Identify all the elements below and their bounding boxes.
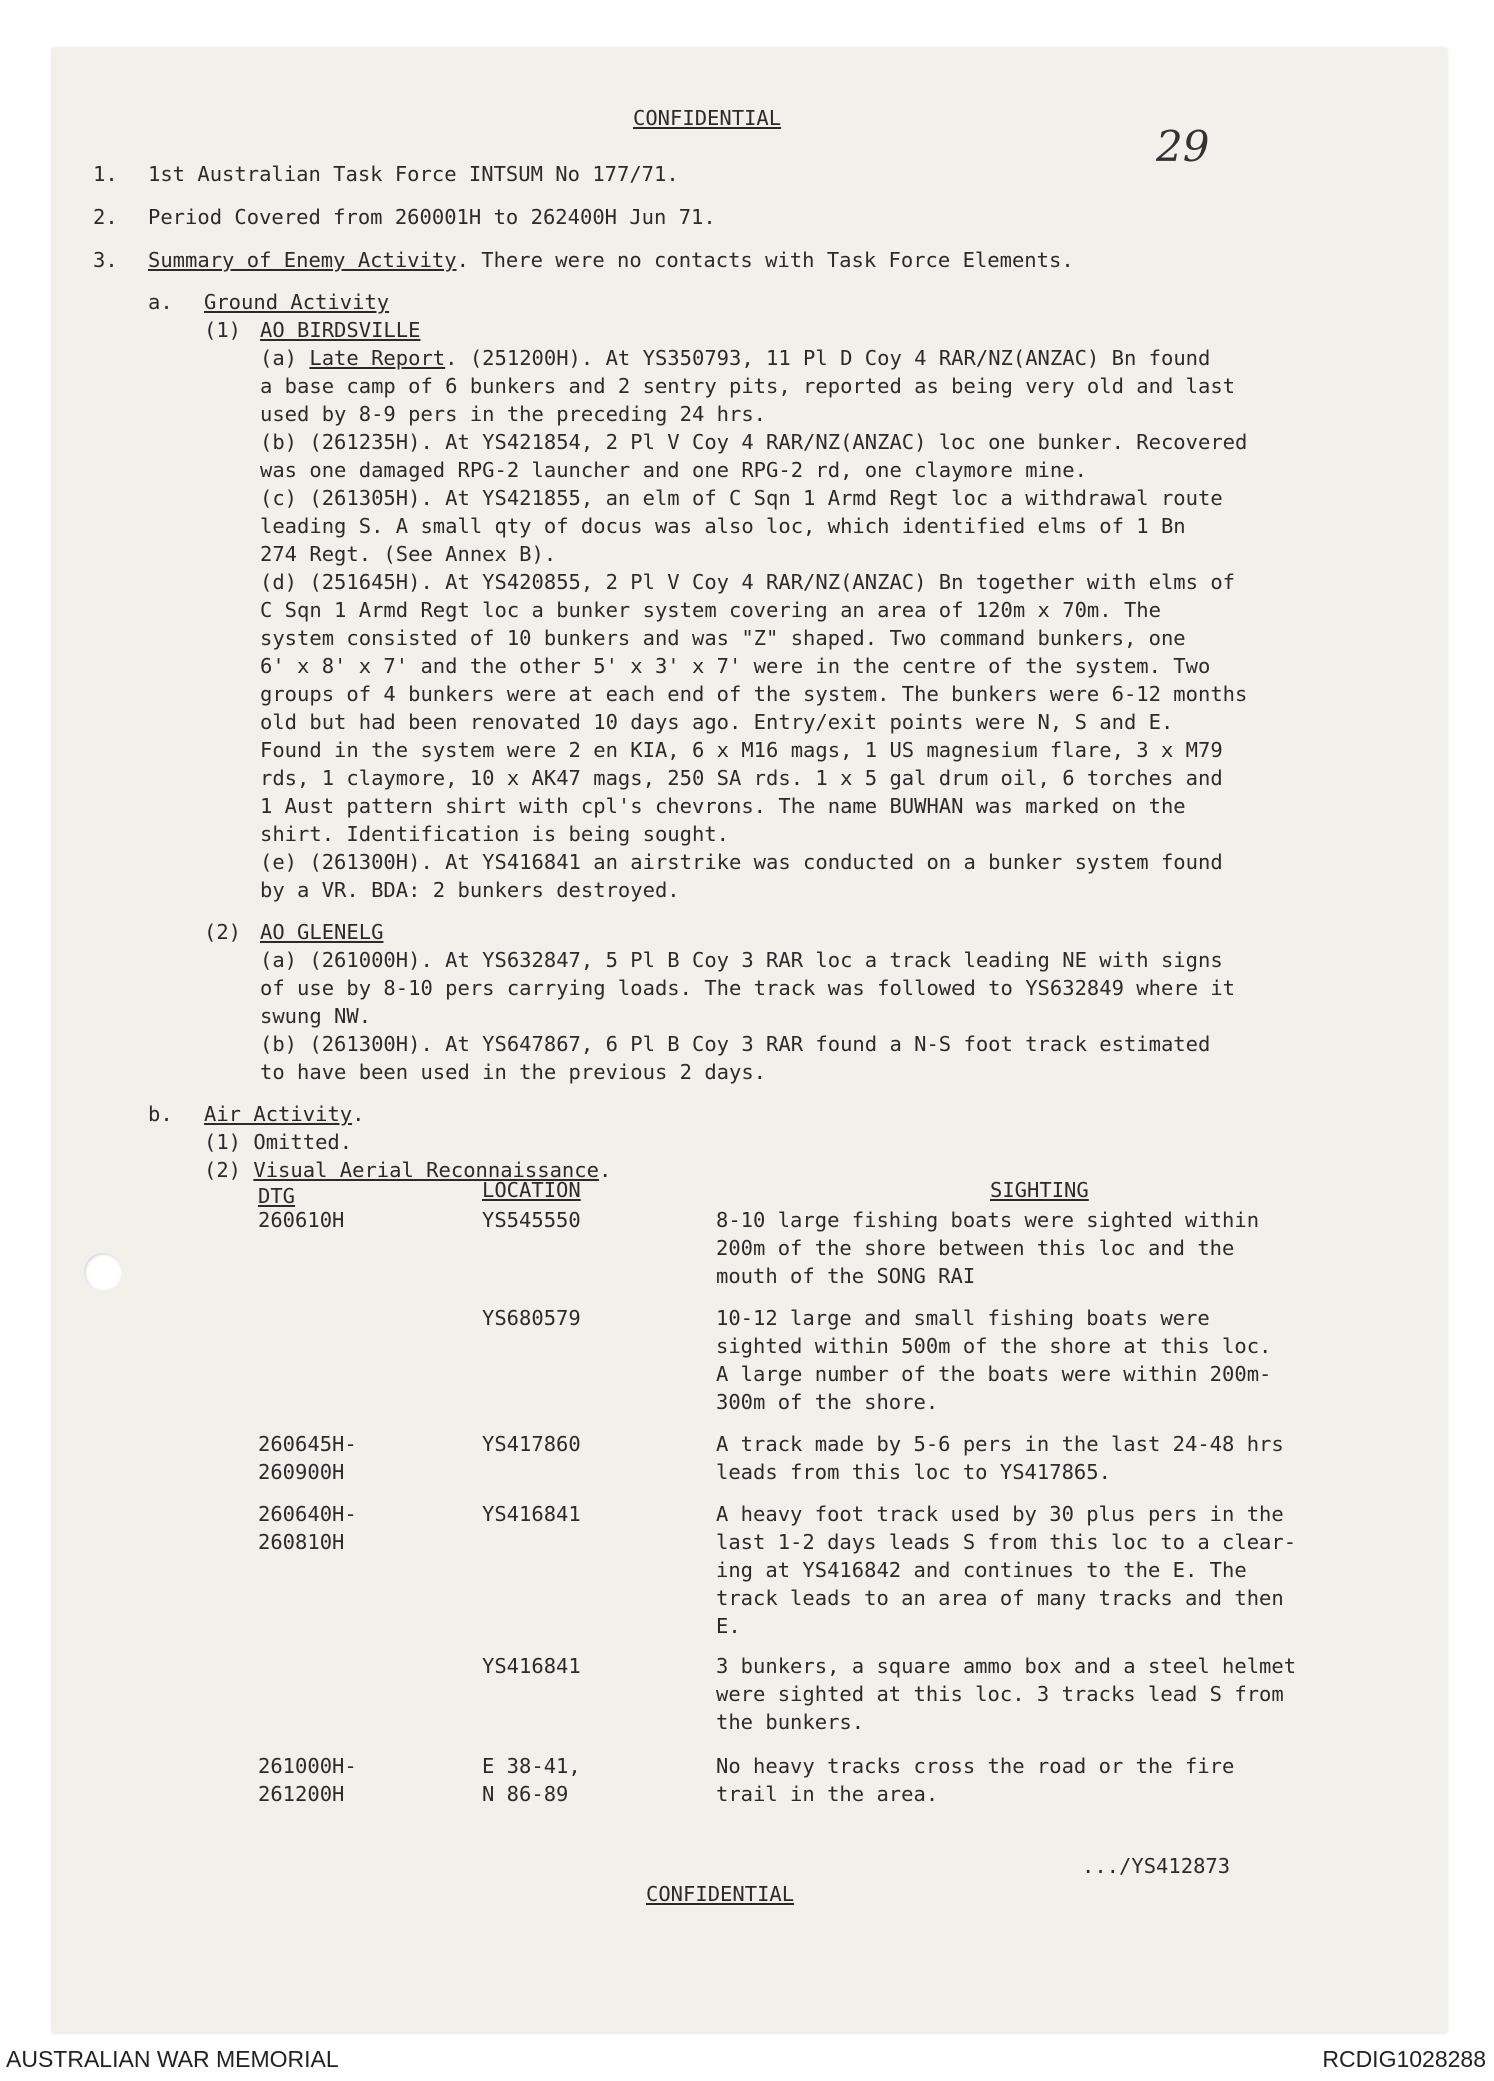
vr-sighting: mouth of the SONG RAI — [716, 1264, 976, 1288]
vr-location: YS417860 — [482, 1432, 581, 1456]
ground-line: C Sqn 1 Armd Regt loc a bunker system covering an area of 120m x 70m. The — [260, 598, 1161, 622]
punch-hole — [84, 1253, 122, 1291]
vr-sighting: A large number of the boats were within 200m- — [716, 1362, 1272, 1386]
para-2-text: Period Covered from 260001H to 262400H Jun 71. — [148, 205, 716, 229]
vr-sighting: leads from this loc to YS417865. — [716, 1460, 1111, 1484]
ground-line: old but had been renovated 10 days ago. Entry/exit points were N, S and E. — [260, 710, 1174, 734]
continuation-marker: .../YS412873 — [1082, 1854, 1231, 1878]
vr-sighting: the bunkers. — [716, 1710, 865, 1734]
vr-location: E 38-41, — [482, 1754, 581, 1778]
ground-heading: Ground Activity — [204, 290, 390, 314]
ground-line: Found in the system were 2 en KIA, 6 x M16 mags, 1 US magnesium flare, 3 x M79 — [260, 738, 1223, 762]
vr-sighting: A track made by 5-6 pers in the last 24-48 hrs — [716, 1432, 1284, 1456]
air-item-2-suffix: . — [598, 1158, 612, 1182]
vr-sighting: trail in the area. — [716, 1782, 939, 1806]
archive-footer-right: RCDIG1028288 — [1322, 2046, 1486, 2072]
vr-sighting: ing at YS416842 and continues to the E. The — [716, 1558, 1247, 1582]
ground-line: system consisted of 10 bunkers and was "Z" shaped. Two command bunkers, one — [260, 626, 1186, 650]
vr-dtg: 260610H — [258, 1208, 345, 1232]
air-item-1: (1) Omitted. — [204, 1130, 353, 1154]
vr-sighting: 200m of the shore between this loc and the — [716, 1236, 1235, 1260]
ground-line: was one damaged RPG-2 launcher and one RPG-2 rd, one claymore mine. — [260, 458, 1087, 482]
para-3-number: 3. — [93, 248, 118, 272]
ground-line: (c) (261305H). At YS421855, an elm of C Sqn 1 Armd Regt loc a withdrawal route — [260, 486, 1223, 510]
ao1-number: (1) — [204, 318, 242, 342]
vr-sighting: 300m of the shore. — [716, 1390, 939, 1414]
ao2-line: to have been used in the previous 2 days. — [260, 1060, 767, 1084]
air-heading-line — [204, 1100, 364, 1128]
vr-location: YS416841 — [482, 1502, 581, 1526]
para-1-number: 1. — [93, 162, 118, 186]
para-3-heading: Summary of Enemy Activity — [148, 248, 457, 272]
folio-number: 29 — [1156, 122, 1210, 171]
vr-dtg: 260645H- — [258, 1432, 357, 1456]
ao2-name: AO GLENELG — [260, 920, 384, 944]
late-report-heading: Late Report — [309, 346, 446, 370]
vr-location: N 86-89 — [482, 1782, 569, 1806]
late-report-prefix: (a) — [260, 346, 298, 370]
ground-line: 274 Regt. (See Annex B). — [260, 542, 557, 566]
vr-sighting: track leads to an area of many tracks and then — [716, 1586, 1284, 1610]
col-header-dtg: DTG — [258, 1184, 296, 1208]
late-report-line — [260, 344, 1210, 372]
vr-sighting: were sighted at this loc. 3 tracks lead S from — [716, 1682, 1284, 1706]
classification-footer: CONFIDENTIAL — [646, 1882, 795, 1906]
ground-label: a. — [148, 290, 173, 314]
ground-line: a base camp of 6 bunkers and 2 sentry pits, reported as being very old and last — [260, 374, 1236, 398]
col-header-location: LOCATION — [482, 1178, 581, 1202]
ground-line: used by 8-9 pers in the preceding 24 hrs. — [260, 402, 767, 426]
air-label: b. — [148, 1102, 173, 1126]
ground-line: by a VR. BDA: 2 bunkers destroyed. — [260, 878, 680, 902]
vr-sighting: 8-10 large fishing boats were sighted within — [716, 1208, 1260, 1232]
archive-footer-left: AUSTRALIAN WAR MEMORIAL — [6, 2046, 339, 2072]
vr-dtg: 261200H — [258, 1782, 345, 1806]
ground-line: 1 Aust pattern shirt with cpl's chevrons. The name BUWHAN was marked on the — [260, 794, 1186, 818]
vr-dtg: 260900H — [258, 1460, 345, 1484]
late-report-rest: . (251200H). At YS350793, 11 Pl D Coy 4 RAR/NZ(ANZAC) Bn found — [445, 346, 1211, 370]
air-heading-suffix: . — [352, 1102, 365, 1126]
ground-line: (b) (261235H). At YS421854, 2 Pl V Coy 4 RAR/NZ(ANZAC) loc one bunker. Recovered — [260, 430, 1248, 454]
para-3-body: . There were no contacts with Task Force Elements. — [456, 248, 1074, 272]
col-header-sighting: SIGHTING — [990, 1178, 1089, 1202]
classification-header: CONFIDENTIAL — [633, 106, 782, 130]
ground-line: (e) (261300H). At YS416841 an airstrike was conducted on a bunker system found — [260, 850, 1223, 874]
vr-sighting: 10-12 large and small fishing boats were — [716, 1306, 1210, 1330]
ground-line: 6' x 8' x 7' and the other 5' x 3' x 7' were in the centre of the system. Two — [260, 654, 1211, 678]
para-3-text — [148, 246, 1074, 274]
ao2-line: swung NW. — [260, 1004, 372, 1028]
vr-location: YS416841 — [482, 1654, 581, 1678]
vr-sighting: No heavy tracks cross the road or the fire — [716, 1754, 1235, 1778]
vr-sighting: last 1-2 days leads S from this loc to a clear- — [716, 1530, 1297, 1554]
ao1-name: AO BIRDSVILLE — [260, 318, 421, 342]
ground-line: rds, 1 claymore, 10 x AK47 mags, 250 SA rds. 1 x 5 gal drum oil, 6 torches and — [260, 766, 1223, 790]
air-heading: Air Activity — [204, 1102, 353, 1126]
ao2-line: (b) (261300H). At YS647867, 6 Pl B Coy 3 RAR found a N-S foot track estimated — [260, 1032, 1211, 1056]
ground-line: groups of 4 bunkers were at each end of the system. The bunkers were 6-12 months — [260, 682, 1248, 706]
para-2-number: 2. — [93, 205, 118, 229]
ground-line: (d) (251645H). At YS420855, 2 Pl V Coy 4 RAR/NZ(ANZAC) Bn together with elms of — [260, 570, 1236, 594]
vr-location: YS545550 — [482, 1208, 581, 1232]
vr-sighting: A heavy foot track used by 30 plus pers in the — [716, 1502, 1284, 1526]
ground-line: leading S. A small qty of docus was also loc, which identified elms of 1 Bn — [260, 514, 1186, 538]
ao2-number: (2) — [204, 920, 242, 944]
vr-location: YS680579 — [482, 1306, 581, 1330]
vr-sighting: E. — [716, 1614, 741, 1638]
ao2-line: (a) (261000H). At YS632847, 5 Pl B Coy 3 RAR loc a track leading NE with signs — [260, 948, 1223, 972]
air-item-2-heading: Visual Aerial Reconnaissance — [253, 1158, 599, 1182]
para-1-text: 1st Australian Task Force INTSUM No 177/71. — [148, 162, 679, 186]
ground-line: shirt. Identification is being sought. — [260, 822, 729, 846]
vr-dtg: 260640H- — [258, 1502, 357, 1526]
ao2-line: of use by 8-10 pers carrying loads. The track was followed to YS632849 where it — [260, 976, 1236, 1000]
vr-sighting: sighted within 500m of the shore at this loc. — [716, 1334, 1272, 1358]
vr-dtg: 261000H- — [258, 1754, 357, 1778]
vr-dtg: 260810H — [258, 1530, 345, 1554]
vr-sighting: 3 bunkers, a square ammo box and a steel helmet — [716, 1654, 1297, 1678]
air-item-2-number: (2) — [204, 1158, 242, 1182]
